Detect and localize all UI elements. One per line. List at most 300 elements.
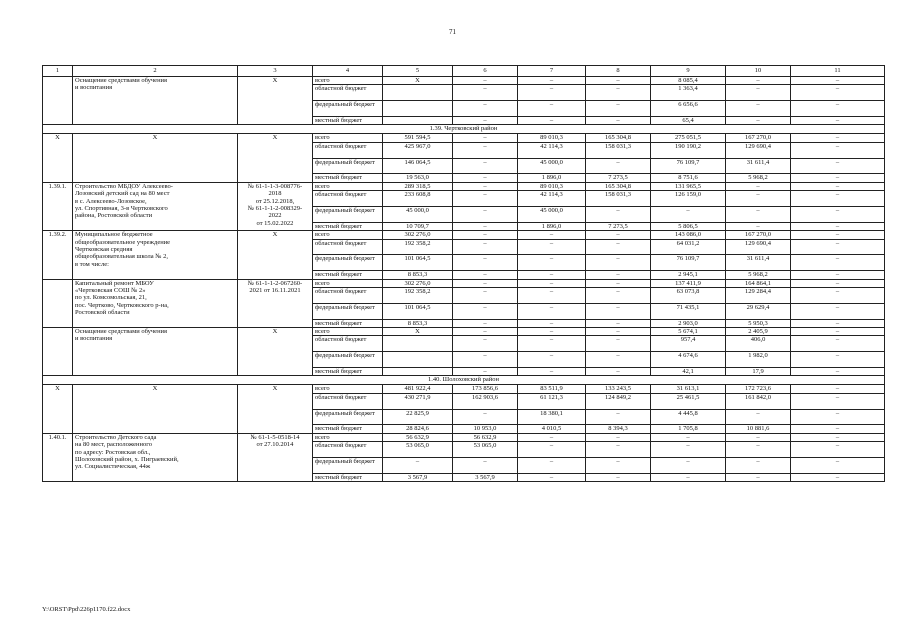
value-cell: 61 121,3 [518,393,586,409]
column-header: 4 [313,66,383,77]
label-federal: федеральный бюджет [313,409,383,425]
item-name: Оснащение средствами обучения и воспитания [73,77,238,125]
value-cell: 6 656,6 [651,101,726,117]
value-cell [383,352,453,368]
value-cell: – [726,473,791,481]
value-cell: – [791,101,885,117]
table-body [43,77,885,482]
item-document: Х [238,231,313,279]
column-header: 10 [726,66,791,77]
value-cell: – [518,117,586,125]
table-row [43,231,885,239]
value-cell: 129 284,4 [726,288,791,304]
item-document: Х [238,328,313,376]
value-cell: – [518,473,586,481]
value-cell: 302 276,0 [383,231,453,239]
value-cell: – [586,117,651,125]
value-cell: – [651,433,726,441]
value-cell: 192 358,2 [383,239,453,255]
value-cell: 430 271,9 [383,393,453,409]
value-cell: – [791,336,885,352]
value-cell: 158 031,3 [586,142,651,158]
value-cell: – [726,117,791,125]
value-cell: – [453,255,518,271]
value-cell: – [453,336,518,352]
section-title: 1.40. Шолоховский район [43,376,885,385]
value-cell: – [791,271,885,279]
value-cell: – [586,319,651,327]
value-cell: 45 000,0 [518,207,586,223]
value-cell: – [726,442,791,458]
value-cell: – [791,134,885,142]
value-cell: – [726,207,791,223]
value-cell: 137 411,9 [651,279,726,287]
section-row [43,125,885,134]
value-cell: 124 849,2 [586,393,651,409]
value-cell: – [518,239,586,255]
label-total: всего [313,385,383,393]
budget-table [42,65,885,482]
value-cell: – [383,458,453,474]
value-cell: – [453,271,518,279]
label-federal: федеральный бюджет [313,303,383,319]
value-cell: 53 065,0 [383,442,453,458]
value-cell: – [453,77,518,85]
value-cell: 56 632,9 [383,433,453,441]
value-cell: – [586,101,651,117]
value-cell: – [518,368,586,376]
value-cell: 83 511,9 [518,385,586,393]
value-cell: 957,4 [651,336,726,352]
value-cell: – [586,255,651,271]
item-name: Капитальный ремонт МБОУ «Чертковская СОШ № 2» по ул. Комсомольская, 21, пос. Чертково, Чертковского р-на, Ростовской области [73,279,238,327]
value-cell: 53 065,0 [453,442,518,458]
value-cell: – [586,368,651,376]
value-cell: – [791,319,885,327]
value-cell: 22 825,9 [383,409,453,425]
value-cell: – [791,182,885,190]
section-row [43,376,885,385]
value-cell: – [726,101,791,117]
value-cell: 7 273,5 [586,174,651,182]
label-regional: областной бюджет [313,336,383,352]
value-cell: – [726,182,791,190]
label-federal: федеральный бюджет [313,207,383,223]
label-local: местный бюджет [313,222,383,230]
value-cell: 89 010,3 [518,134,586,142]
column-header: 11 [791,66,885,77]
item-document: Х [238,77,313,125]
value-cell: – [791,442,885,458]
value-cell: – [586,77,651,85]
value-cell: – [586,279,651,287]
value-cell: – [791,385,885,393]
value-cell: 65,4 [651,117,726,125]
value-cell: – [791,85,885,101]
value-cell: – [726,222,791,230]
value-cell: – [586,158,651,174]
label-local: местный бюджет [313,117,383,125]
value-cell: 45 000,0 [383,207,453,223]
label-regional: областной бюджет [313,191,383,207]
item-number: 1.39.2. [43,231,73,279]
value-cell: – [726,409,791,425]
value-cell: – [651,473,726,481]
value-cell: 164 864,1 [726,279,791,287]
value-cell: – [791,158,885,174]
value-cell: – [453,85,518,101]
value-cell: – [586,458,651,474]
value-cell: 18 380,1 [518,409,586,425]
label-total: всего [313,231,383,239]
item-number: 1.40.1. [43,433,73,481]
value-cell: 591 594,5 [383,134,453,142]
value-cell: – [651,207,726,223]
table-row [43,134,885,142]
value-cell: – [586,336,651,352]
value-cell: – [791,425,885,433]
value-cell: 172 723,6 [726,385,791,393]
value-cell: – [791,231,885,239]
value-cell: – [586,288,651,304]
value-cell: 31 611,4 [726,255,791,271]
value-cell: – [791,393,885,409]
value-cell: 17,9 [726,368,791,376]
column-header: 2 [73,66,238,77]
value-cell: – [791,279,885,287]
value-cell: – [586,85,651,101]
value-cell: – [453,328,518,336]
label-total: всего [313,77,383,85]
value-cell: – [651,458,726,474]
item-document: № 61-1-1-2-067260- 2021 от 16.11.2021 [238,279,313,327]
value-cell: – [518,231,586,239]
column-header: 1 [43,66,73,77]
value-cell: – [791,303,885,319]
label-federal: федеральный бюджет [313,158,383,174]
value-cell: – [453,231,518,239]
value-cell: 5 968,2 [726,271,791,279]
value-cell: 5 674,1 [651,328,726,336]
item-document: № 61-1-1-3-008776- 2018 от 25.12.2018, № 61-1-1-2-008329- 2022 от 15.02.2022 [238,182,313,230]
value-cell: 275 051,5 [651,134,726,142]
value-cell: – [586,473,651,481]
value-cell [383,85,453,101]
value-cell: 3 567,9 [453,473,518,481]
section-title: 1.39. Чертковский район [43,125,885,134]
value-cell: 42 114,3 [518,142,586,158]
label-federal: федеральный бюджет [313,101,383,117]
value-cell: 161 842,0 [726,393,791,409]
label-federal: федеральный бюджет [313,458,383,474]
label-regional: областной бюджет [313,85,383,101]
value-cell: 129 690,4 [726,142,791,158]
item-number: Х [43,385,73,433]
value-cell: 2 945,1 [651,271,726,279]
value-cell: – [791,288,885,304]
label-local: местный бюджет [313,271,383,279]
value-cell: – [791,77,885,85]
value-cell: 192 358,2 [383,288,453,304]
value-cell: – [453,191,518,207]
value-cell: 129 690,4 [726,239,791,255]
item-number: 1.39.1. [43,182,73,230]
item-name: Строительство Детского сада на 80 мест, расположенного по адресу: Ростовская обл., Шолоховский район, х. Пиграевский, ул. Социалистическая, 44ж [73,433,238,481]
label-total: всего [313,328,383,336]
value-cell: 165 304,8 [586,134,651,142]
value-cell: – [518,336,586,352]
value-cell: 101 064,5 [383,303,453,319]
value-cell: 8 085,4 [651,77,726,85]
value-cell: 4 010,5 [518,425,586,433]
value-cell: 5 950,3 [726,319,791,327]
label-total: всего [313,433,383,441]
value-cell: – [791,191,885,207]
value-cell [383,101,453,117]
table-row [43,328,885,336]
value-cell: 1 896,0 [518,174,586,182]
value-cell: – [791,239,885,255]
value-cell [383,368,453,376]
value-cell: 146 064,5 [383,158,453,174]
value-cell: – [453,182,518,190]
column-header: 6 [453,66,518,77]
value-cell: 2 405,9 [726,328,791,336]
value-cell: – [726,85,791,101]
value-cell: 56 632,9 [453,433,518,441]
value-cell: 10 709,7 [383,222,453,230]
value-cell: 3 567,9 [383,473,453,481]
value-cell: 63 073,8 [651,288,726,304]
value-cell: – [518,101,586,117]
value-cell: – [453,352,518,368]
label-regional: областной бюджет [313,442,383,458]
item-number [43,279,73,327]
value-cell: Х [383,77,453,85]
value-cell: – [518,352,586,368]
value-cell: 1 896,0 [518,222,586,230]
item-number [43,77,73,125]
item-name: Х [73,134,238,182]
value-cell: Х [383,328,453,336]
item-number: Х [43,134,73,182]
value-cell: 165 304,8 [586,182,651,190]
value-cell: 233 608,8 [383,191,453,207]
value-cell [383,336,453,352]
value-cell: – [586,409,651,425]
label-local: местный бюджет [313,425,383,433]
value-cell: 167 270,0 [726,134,791,142]
value-cell: 4 674,6 [651,352,726,368]
column-header: 5 [383,66,453,77]
value-cell: 167 270,0 [726,231,791,239]
label-local: местный бюджет [313,319,383,327]
value-cell: 10 953,0 [453,425,518,433]
value-cell: 76 109,7 [651,255,726,271]
value-cell [383,117,453,125]
value-cell: 8 394,3 [586,425,651,433]
value-cell: 162 903,6 [453,393,518,409]
label-regional: областной бюджет [313,288,383,304]
value-cell: – [453,174,518,182]
value-cell: – [453,222,518,230]
value-cell: – [453,158,518,174]
label-local: местный бюджет [313,473,383,481]
value-cell: 173 856,6 [453,385,518,393]
column-header: 7 [518,66,586,77]
value-cell: 2 903,0 [651,319,726,327]
value-cell: – [791,207,885,223]
value-cell: – [791,409,885,425]
item-name: Х [73,385,238,433]
value-cell: – [453,368,518,376]
value-cell: 143 086,0 [651,231,726,239]
label-total: всего [313,134,383,142]
value-cell: 29 629,4 [726,303,791,319]
value-cell: – [586,231,651,239]
value-cell: – [518,85,586,101]
value-cell: 25 461,5 [651,393,726,409]
value-cell: – [453,303,518,319]
value-cell: 71 435,1 [651,303,726,319]
value-cell: – [791,117,885,125]
label-local: местный бюджет [313,174,383,182]
column-header: 9 [651,66,726,77]
value-cell: 302 276,0 [383,279,453,287]
value-cell: – [651,442,726,458]
value-cell: – [586,442,651,458]
item-number [43,328,73,376]
value-cell: – [518,442,586,458]
value-cell: – [586,303,651,319]
item-name: Оснащение средствами обучения и воспитания [73,328,238,376]
value-cell: 31 613,1 [651,385,726,393]
value-cell: – [453,101,518,117]
value-cell: 481 922,4 [383,385,453,393]
value-cell: – [791,473,885,481]
value-cell: 1 982,0 [726,352,791,368]
value-cell: – [791,352,885,368]
table-row [43,279,885,287]
value-cell: 289 318,5 [383,182,453,190]
value-cell: 28 824,6 [383,425,453,433]
value-cell: – [586,207,651,223]
value-cell: 89 010,3 [518,182,586,190]
value-cell: – [518,433,586,441]
value-cell: 10 881,6 [726,425,791,433]
item-document: Х [238,134,313,182]
value-cell: – [518,328,586,336]
table-row [43,433,885,441]
value-cell: – [726,191,791,207]
value-cell: – [453,319,518,327]
value-cell: – [518,303,586,319]
value-cell: – [726,433,791,441]
value-cell: – [586,239,651,255]
value-cell: 425 967,0 [383,142,453,158]
label-total: всего [313,279,383,287]
value-cell: – [791,433,885,441]
value-cell: – [518,255,586,271]
label-federal: федеральный бюджет [313,255,383,271]
label-local: местный бюджет [313,368,383,376]
value-cell: – [586,352,651,368]
page-number: 71 [449,28,456,36]
table-row [43,385,885,393]
item-document: Х [238,385,313,433]
value-cell: 64 031,2 [651,239,726,255]
item-document: № 61-1-5-0518-14 от 27.10.2014 [238,433,313,481]
value-cell: – [791,174,885,182]
value-cell: 4 445,8 [651,409,726,425]
value-cell: – [518,77,586,85]
value-cell: 19 563,0 [383,174,453,182]
value-cell: 1 363,4 [651,85,726,101]
value-cell: 131 965,5 [651,182,726,190]
footer-file-path: Y:\ORST\Ppd\226p1170.f22.docx [42,606,131,613]
item-name: Муниципальное бюджетное общеобразовательное учреждение Чертковская средняя общеобразовательная школа № 2, в том числе: [73,231,238,279]
column-header: 8 [586,66,651,77]
value-cell: – [453,239,518,255]
item-name: Строительство МБДОУ Алексеево- Лозовский детский сад на 80 мест в с. Алексеево-Лозовское, ул. Спортивная, 3-в Чертковского района, Ростовской области [73,182,238,230]
value-cell: 45 000,0 [518,158,586,174]
value-cell: – [791,222,885,230]
value-cell: 126 159,0 [651,191,726,207]
value-cell: 8 853,3 [383,319,453,327]
value-cell: – [726,77,791,85]
value-cell: – [453,288,518,304]
value-cell: – [453,134,518,142]
value-cell: 190 190,2 [651,142,726,158]
value-cell: – [791,255,885,271]
label-regional: областной бюджет [313,239,383,255]
table-header [43,66,885,77]
value-cell: – [453,409,518,425]
value-cell: – [586,271,651,279]
value-cell: 101 064,5 [383,255,453,271]
value-cell: 42,1 [651,368,726,376]
value-cell: – [518,319,586,327]
value-cell: – [518,288,586,304]
value-cell: – [518,271,586,279]
value-cell: – [791,328,885,336]
value-cell: – [518,458,586,474]
table-row [43,77,885,85]
value-cell: 133 243,5 [586,385,651,393]
value-cell: 76 109,7 [651,158,726,174]
value-cell: 1 705,8 [651,425,726,433]
value-cell: 406,0 [726,336,791,352]
value-cell: – [453,207,518,223]
table-row [43,182,885,190]
value-cell: 7 273,5 [586,222,651,230]
value-cell: 42 114,3 [518,191,586,207]
value-cell: – [453,458,518,474]
value-cell: 158 031,3 [586,191,651,207]
column-header: 3 [238,66,313,77]
label-regional: областной бюджет [313,142,383,158]
value-cell: – [453,117,518,125]
value-cell: – [791,458,885,474]
label-regional: областной бюджет [313,393,383,409]
label-federal: федеральный бюджет [313,352,383,368]
value-cell: – [791,142,885,158]
value-cell: – [726,458,791,474]
value-cell: 8 751,6 [651,174,726,182]
label-total: всего [313,182,383,190]
value-cell: – [453,279,518,287]
value-cell: – [586,433,651,441]
